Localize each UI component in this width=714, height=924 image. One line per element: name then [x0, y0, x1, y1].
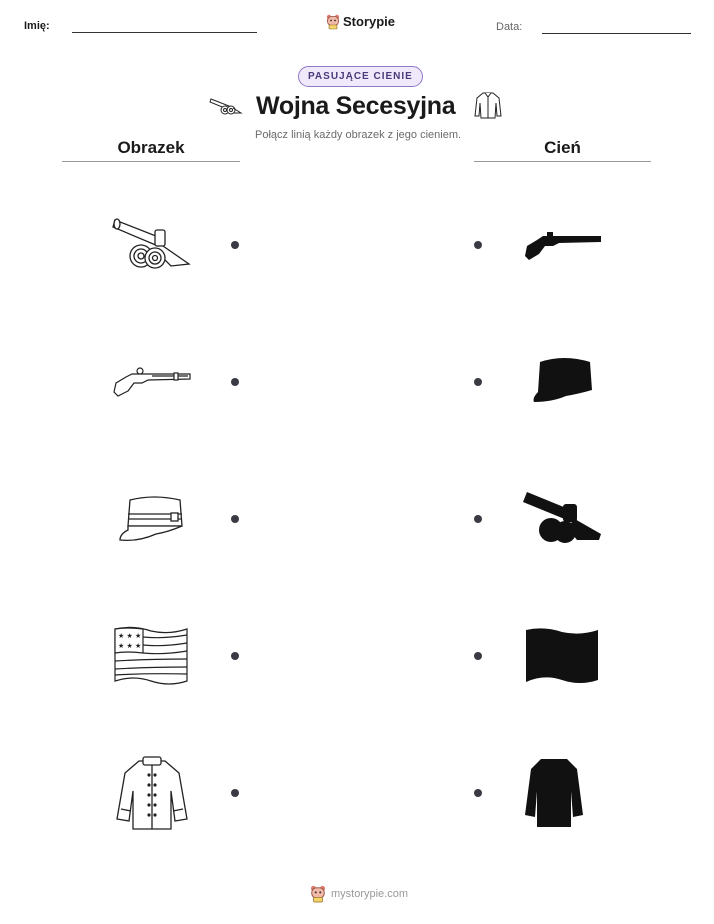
svg-text:★ ★ ★: ★ ★ ★: [118, 632, 142, 640]
coat-icon: [113, 755, 191, 831]
footer-url[interactable]: mystorypie.com: [331, 887, 409, 900]
kepi-cap-icon: [118, 496, 188, 544]
cannon-silhouette-icon: [523, 490, 603, 544]
name-input-line[interactable]: [72, 32, 257, 33]
brand-logo: [326, 14, 395, 29]
left-column-divider: [62, 161, 240, 162]
right-connect-dot-4[interactable]: [474, 652, 482, 660]
svg-text:★ ★ ★: ★ ★ ★: [118, 642, 142, 650]
name-label: Imię:: [24, 20, 50, 32]
flag-silhouette-icon: [524, 626, 600, 686]
musket-icon: [112, 364, 192, 398]
left-connect-dot-1[interactable]: [231, 241, 239, 249]
instructions: Połącz linią każdy obrazek z jego cieniem.: [255, 129, 462, 141]
cannon-icon: [209, 96, 242, 116]
right-connect-dot-5[interactable]: [474, 789, 482, 797]
kepi-cap-silhouette-icon: [530, 356, 598, 406]
left-connect-dot-2[interactable]: [231, 378, 239, 386]
left-connect-dot-3[interactable]: [231, 515, 239, 523]
right-column-divider: [474, 161, 651, 162]
page-title: Wojna Secesyjna: [256, 92, 456, 120]
date-label: Data:: [496, 21, 523, 33]
coat-silhouette-icon: [523, 755, 585, 829]
left-connect-dot-4[interactable]: [231, 652, 239, 660]
footer: [310, 885, 408, 902]
left-column-heading: Obrazek: [117, 138, 185, 157]
left-connect-dot-5[interactable]: [231, 789, 239, 797]
flag-icon: [113, 627, 189, 685]
bear-mascot-icon: [310, 885, 326, 902]
musket-silhouette-icon: [523, 228, 603, 262]
cannon-icon: [111, 216, 191, 272]
date-input-line[interactable]: [542, 33, 691, 34]
right-connect-dot-2[interactable]: [474, 378, 482, 386]
activity-badge: PASUJĄCE CIENIE: [298, 66, 423, 87]
right-connect-dot-3[interactable]: [474, 515, 482, 523]
coat-icon: [473, 90, 503, 120]
bear-mascot-icon: [326, 14, 340, 29]
right-column-heading: Cień: [544, 138, 581, 157]
brand-name: Storypie: [343, 14, 396, 29]
right-connect-dot-1[interactable]: [474, 241, 482, 249]
